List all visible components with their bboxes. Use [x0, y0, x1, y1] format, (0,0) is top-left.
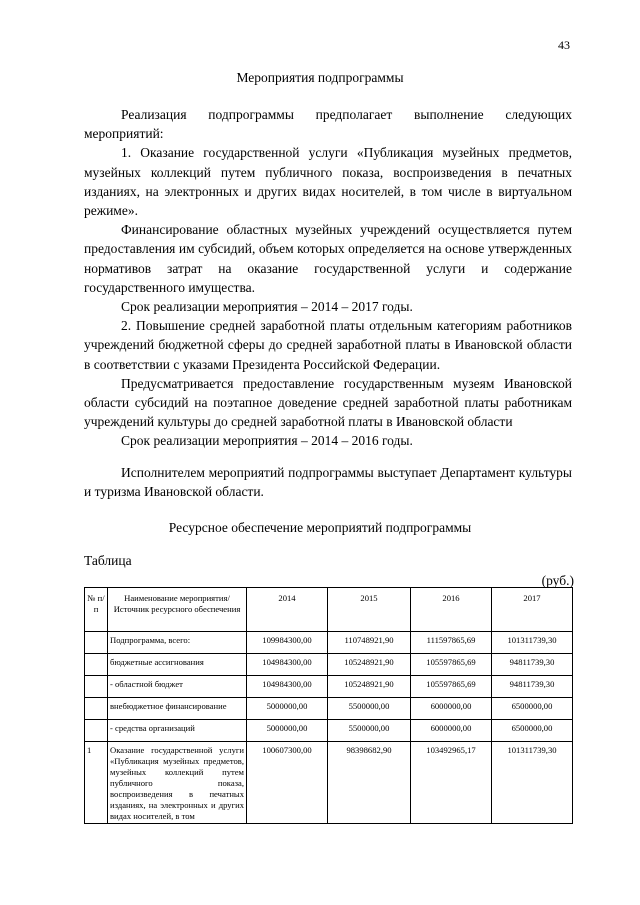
page-heading: Мероприятия подпрограммы — [236, 70, 404, 85]
page-number: 43 — [558, 38, 570, 52]
row-name: бюджетные ассигнования — [108, 654, 247, 676]
table-row — [85, 698, 573, 720]
value-2015: 5500000,00 — [328, 720, 411, 742]
row-number — [85, 676, 108, 698]
table-row — [85, 720, 573, 742]
value-2014: 104984300,00 — [247, 654, 328, 676]
value-2015: 98398682,90 — [328, 742, 411, 824]
value-2017: 6500000,00 — [492, 720, 573, 742]
paragraph: 1. Оказание государственной услуги «Публикация музейных предметов, музейных коллекций путем публичного показа, воспроизведения в печатных изданиях, на электронных и других видах носителей, в том числе в виртуальном режиме». — [84, 145, 572, 219]
value-2014: 100607300,00 — [247, 742, 328, 824]
value-2015: 110748921,90 — [328, 632, 411, 654]
paragraph: Срок реализации мероприятия – 2014 – 2016 годы. — [121, 433, 413, 449]
row-number — [85, 654, 108, 676]
value-2017: 6500000,00 — [492, 698, 573, 720]
paragraph: Предусматривается предоставление государственным музеям Ивановской области субсидий на поэтапное доведение средней заработной платы работникам учреждений культуры до средней заработной платы в Ивановской области — [84, 375, 572, 430]
value-2015: 105248921,90 — [328, 654, 411, 676]
value-2017: 94811739,30 — [492, 676, 573, 698]
value-2015: 105248921,90 — [328, 676, 411, 698]
row-number — [85, 720, 108, 742]
value-2014: 104984300,00 — [247, 676, 328, 698]
row-number — [85, 632, 108, 654]
paragraph: Финансирование областных музейных учреждений осуществляется путем предоставления им субсидий, объем которых определяется на основе утвержденных нормативов затрат на оказание государственной услуги и содержание государственного имущества. — [84, 222, 572, 295]
value-2016: 105597865,69 — [411, 676, 492, 698]
value-2014: 5000000,00 — [247, 720, 328, 742]
value-2016: 6000000,00 — [411, 698, 492, 720]
table-header-row — [85, 588, 573, 632]
section-heading: Ресурсное обеспечение мероприятий подпрограммы — [168, 520, 472, 535]
paragraph: Исполнителем мероприятий подпрограммы выступает Департамент культуры и туризма Ивановской области. — [84, 464, 572, 499]
column-header: 2017 — [492, 588, 573, 632]
row-name: - средства организаций — [108, 720, 247, 742]
body-text — [84, 105, 572, 501]
value-2017: 101311739,30 — [492, 742, 573, 824]
value-2014: 5000000,00 — [247, 698, 328, 720]
row-number — [85, 698, 108, 720]
value-2016: 6000000,00 — [411, 720, 492, 742]
column-header: № п/п — [85, 588, 108, 632]
row-name: Подпрограмма, всего: — [108, 632, 247, 654]
paragraph: 2. Повышение средней заработной платы отдельным категориям работников учреждений бюджетной сферы до средней заработной платы в Ивановской области в соответствии с указами Президента Российской Федерации. — [84, 318, 572, 372]
table-caption: Таблица — [84, 553, 132, 568]
paragraph: Реализация подпрограммы предполагает выполнение следующих мероприятий: — [84, 107, 572, 142]
column-header: 2015 — [328, 588, 411, 632]
value-2016: 111597865,69 — [411, 632, 492, 654]
value-2016: 105597865,69 — [411, 654, 492, 676]
table-row — [85, 676, 573, 698]
row-name: - областной бюджет — [108, 676, 247, 698]
table-row — [85, 632, 573, 654]
value-2017: 101311739,30 — [492, 632, 573, 654]
row-number: 1 — [85, 742, 108, 824]
row-name: Оказание государственной услуги «Публикация музейных предметов, музейных коллекций путем публичного показа, воспроизведения в печатных изданиях, на электронных и других видах носителей, в том — [108, 742, 247, 824]
row-name: внебюджетное финансирование — [108, 698, 247, 720]
column-header: Наименование мероприятия/Источник ресурсного обеспечения — [108, 588, 247, 632]
column-header: 2016 — [411, 588, 492, 632]
table-row — [85, 654, 573, 676]
paragraph: Срок реализации мероприятия – 2014 – 2017 годы. — [121, 299, 413, 315]
value-2014: 109984300,00 — [247, 632, 328, 654]
value-2015: 5500000,00 — [328, 698, 411, 720]
column-header: 2014 — [247, 588, 328, 632]
table-row — [85, 742, 573, 824]
resource-table — [84, 587, 573, 824]
value-2016: 103492965,17 — [411, 742, 492, 824]
unit-label: (руб.) — [541, 573, 574, 588]
value-2017: 94811739,30 — [492, 654, 573, 676]
